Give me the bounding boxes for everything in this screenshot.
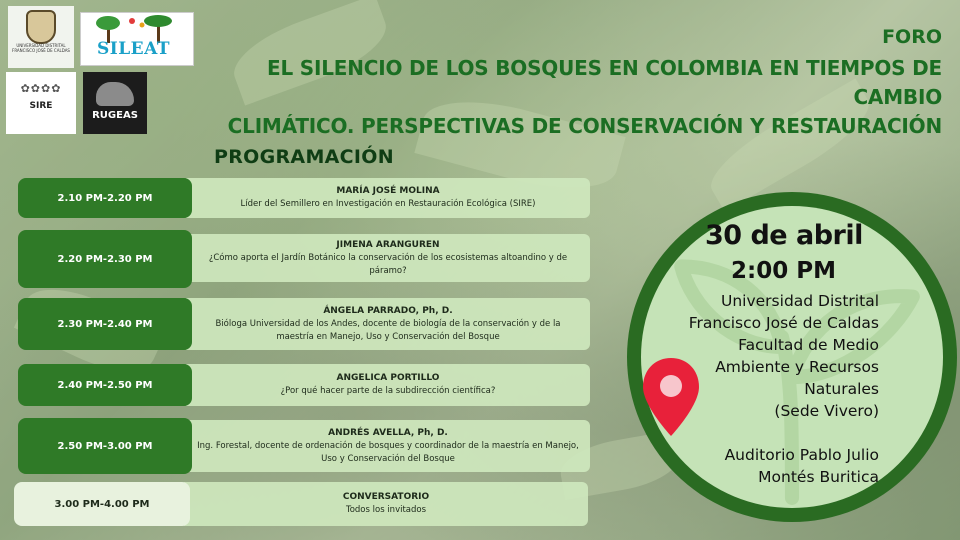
speaker-role: Líder del Semillero en Investigación en Restauración Ecológica (SIRE) — [240, 199, 536, 209]
speaker-info — [184, 482, 588, 526]
time-slot: 2.20 PM-2.30 PM — [18, 230, 192, 288]
time-slot: 2.10 PM-2.20 PM — [18, 178, 192, 218]
university-logo-line2: FRANCISCO JOSÉ DE CALDAS — [12, 47, 70, 53]
time-slot: 2.40 PM-2.50 PM — [18, 364, 192, 406]
speaker-name: MARÍA JOSÉ MOLINA — [336, 186, 440, 196]
speaker-info — [186, 420, 590, 472]
speaker-role: Bióloga Universidad de los Andes, docente de biología de la conservación y de la maestría en Manejo, Uso y Conservación del Bosque — [215, 318, 561, 342]
time-slot: 3.00 PM-4.00 PM — [14, 482, 190, 526]
speaker-info — [186, 298, 590, 350]
schedule-row — [18, 178, 590, 218]
venue-line: Ambiente y Recursos — [715, 358, 879, 376]
speaker-name: ANGELICA PORTILLO — [336, 373, 440, 383]
speaker-name: JIMENA ARANGUREN — [336, 239, 440, 250]
sire-figures-icon: ✿✿✿✿ — [20, 82, 62, 95]
event-title-line1: EL SILENCIO DE LOS BOSQUES EN COLOMBIA EN TIEMPOS DE CAMBIO — [266, 56, 942, 109]
venue-line: Francisco José de Caldas — [688, 314, 879, 332]
rugeas-logo — [83, 72, 147, 134]
schedule-row — [18, 364, 590, 406]
speaker-info — [186, 178, 590, 218]
rugeas-wordmark: RUGEAS — [92, 110, 138, 121]
schedule-row — [18, 418, 590, 474]
sire-wordmark: SIRE — [29, 101, 53, 111]
event-hall — [679, 444, 879, 488]
schedule-row — [18, 230, 590, 288]
time-slot: 2.30 PM-2.40 PM — [18, 298, 192, 350]
event-title-line2: CLIMÁTICO. PERSPECTIVAS DE CONSERVACIÓN Y RESTAURACIÓN — [227, 114, 942, 138]
university-logo-line1: UNIVERSIDAD DISTRITAL — [16, 43, 66, 48]
event-date: 30 de abril — [705, 220, 863, 251]
event-title — [182, 54, 942, 141]
sire-logo — [6, 72, 76, 134]
hall-line: Auditorio Pablo Julio — [724, 446, 879, 464]
sileat-logo — [80, 12, 194, 66]
time-slot: 2.50 PM-3.00 PM — [18, 418, 192, 474]
university-logo — [8, 6, 74, 68]
university-shield-icon — [26, 10, 56, 44]
speaker-info — [186, 364, 590, 406]
forum-label: FORO — [882, 26, 942, 48]
speaker-role: Ing. Forestal, docente de ordenación de bosques y coordinador de la maestría en Manejo, Uso y Conservación del Bosque — [197, 440, 579, 464]
event-time: 2:00 PM — [731, 258, 836, 284]
program-heading: PROGRAMACIÓN — [214, 146, 394, 168]
schedule-row — [18, 298, 590, 350]
bear-icon — [96, 82, 134, 106]
speaker-info — [186, 234, 590, 282]
venue-line: Naturales — [804, 380, 879, 398]
speaker-role: Todos los invitados — [345, 505, 427, 515]
venue-line: (Sede Vivero) — [774, 402, 879, 420]
venue-line: Facultad de Medio — [738, 336, 879, 354]
sileat-wordmark: SILEAT — [97, 39, 171, 59]
hall-line: Montés Buritica — [758, 468, 879, 486]
location-pin-icon — [640, 356, 702, 438]
venue-line: Universidad Distrital — [721, 292, 879, 310]
speaker-name: ÁNGELA PARRADO, Ph, D. — [323, 305, 453, 316]
speaker-role: ¿Cómo aporta el Jardín Botánico la conservación de los ecosistemas altoandino y de páramo? — [208, 252, 568, 276]
speaker-name: CONVERSATORIO — [342, 492, 430, 502]
schedule-row — [14, 482, 588, 526]
speaker-role: ¿Por qué hacer parte de la subdirección científica? — [280, 386, 496, 396]
speaker-name: ANDRÉS AVELLA, Ph, D. — [328, 427, 448, 438]
